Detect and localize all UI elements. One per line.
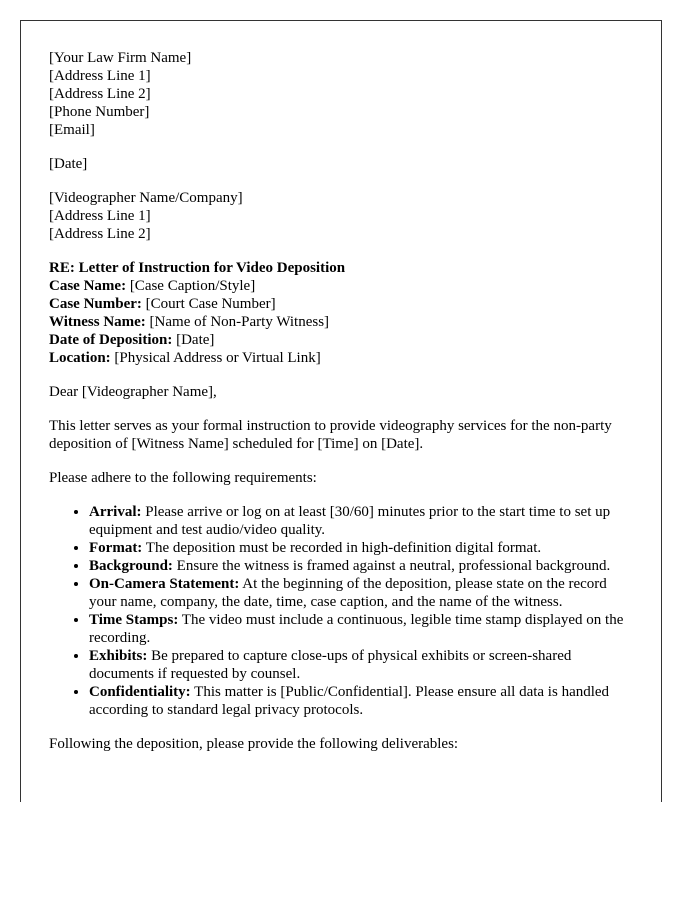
case-name-value: [Case Caption/Style] — [126, 278, 256, 294]
recipient-address-1: [Address Line 1] — [49, 208, 151, 224]
intro-paragraph: This letter serves as your formal instruction to provide videography services for the non-party deposition of [Witness Name] scheduled for [Time] on [Date]. — [49, 418, 612, 452]
requirement-text: The video must include a continuous, legible time stamp displayed on the recording. — [89, 612, 624, 646]
requirement-item — [89, 575, 633, 611]
requirement-item — [89, 503, 633, 539]
requirements-intro: Please adhere to the following requirements: — [49, 470, 317, 486]
requirement-label: Exhibits: — [89, 648, 148, 664]
sender-email: [Email] — [49, 122, 95, 138]
sender-phone: [Phone Number] — [49, 104, 150, 120]
requirement-label: Arrival: — [89, 504, 142, 520]
deposition-date-value: [Date] — [172, 332, 215, 348]
letter-page — [20, 20, 662, 802]
requirement-item — [89, 557, 633, 575]
requirement-item — [89, 611, 633, 647]
requirement-text: Be prepared to capture close-ups of physical exhibits or screen-shared documents if requested by counsel. — [89, 648, 572, 682]
requirement-item — [89, 647, 633, 683]
sender-block — [49, 49, 633, 139]
requirement-label: Format: — [89, 540, 143, 556]
re-subject: RE: Letter of Instruction for Video Deposition — [49, 260, 346, 276]
requirement-text: Ensure the witness is framed against a neutral, professional background. — [172, 558, 611, 574]
requirement-label: Time Stamps: — [89, 612, 179, 628]
case-name-label: Case Name: — [49, 278, 127, 294]
sender-address-2: [Address Line 2] — [49, 86, 151, 102]
case-number-label: Case Number: — [49, 296, 142, 312]
location-label: Location: — [49, 350, 111, 366]
requirement-label: Background: — [89, 558, 173, 574]
deposition-date-label: Date of Deposition: — [49, 332, 173, 348]
re-block — [49, 259, 633, 367]
witness-name-value: [Name of Non-Party Witness] — [145, 314, 330, 330]
requirement-item — [89, 539, 633, 557]
requirement-text: The deposition must be recorded in high-definition digital format. — [142, 540, 542, 556]
witness-name-label: Witness Name: — [49, 314, 146, 330]
recipient-name: [Videographer Name/Company] — [49, 190, 243, 206]
salutation: Dear [Videographer Name], — [49, 384, 217, 400]
sender-address-1: [Address Line 1] — [49, 68, 151, 84]
case-number-value: [Court Case Number] — [141, 296, 276, 312]
recipient-block — [49, 189, 633, 243]
requirement-label: On-Camera Statement: — [89, 576, 240, 592]
requirement-text: At the beginning of the deposition, please state on the record your name, company, the date, time, case caption, and the name of the witness. — [89, 576, 607, 610]
letter-date: [Date] — [49, 156, 88, 172]
requirement-text: Please arrive or log on at least [30/60] minutes prior to the start time to set up equipment and test audio/video quality. — [89, 504, 611, 538]
requirement-label: Confidentiality: — [89, 684, 191, 700]
requirement-item — [89, 683, 633, 719]
requirement-text: This matter is [Public/Confidential]. Please ensure all data is handled according to standard legal privacy protocols. — [89, 684, 610, 718]
recipient-address-2: [Address Line 2] — [49, 226, 151, 242]
deliverables-intro: Following the deposition, please provide the following deliverables: — [49, 736, 459, 752]
requirements-list — [49, 503, 633, 719]
location-value: [Physical Address or Virtual Link] — [110, 350, 321, 366]
sender-firm: [Your Law Firm Name] — [49, 50, 192, 66]
